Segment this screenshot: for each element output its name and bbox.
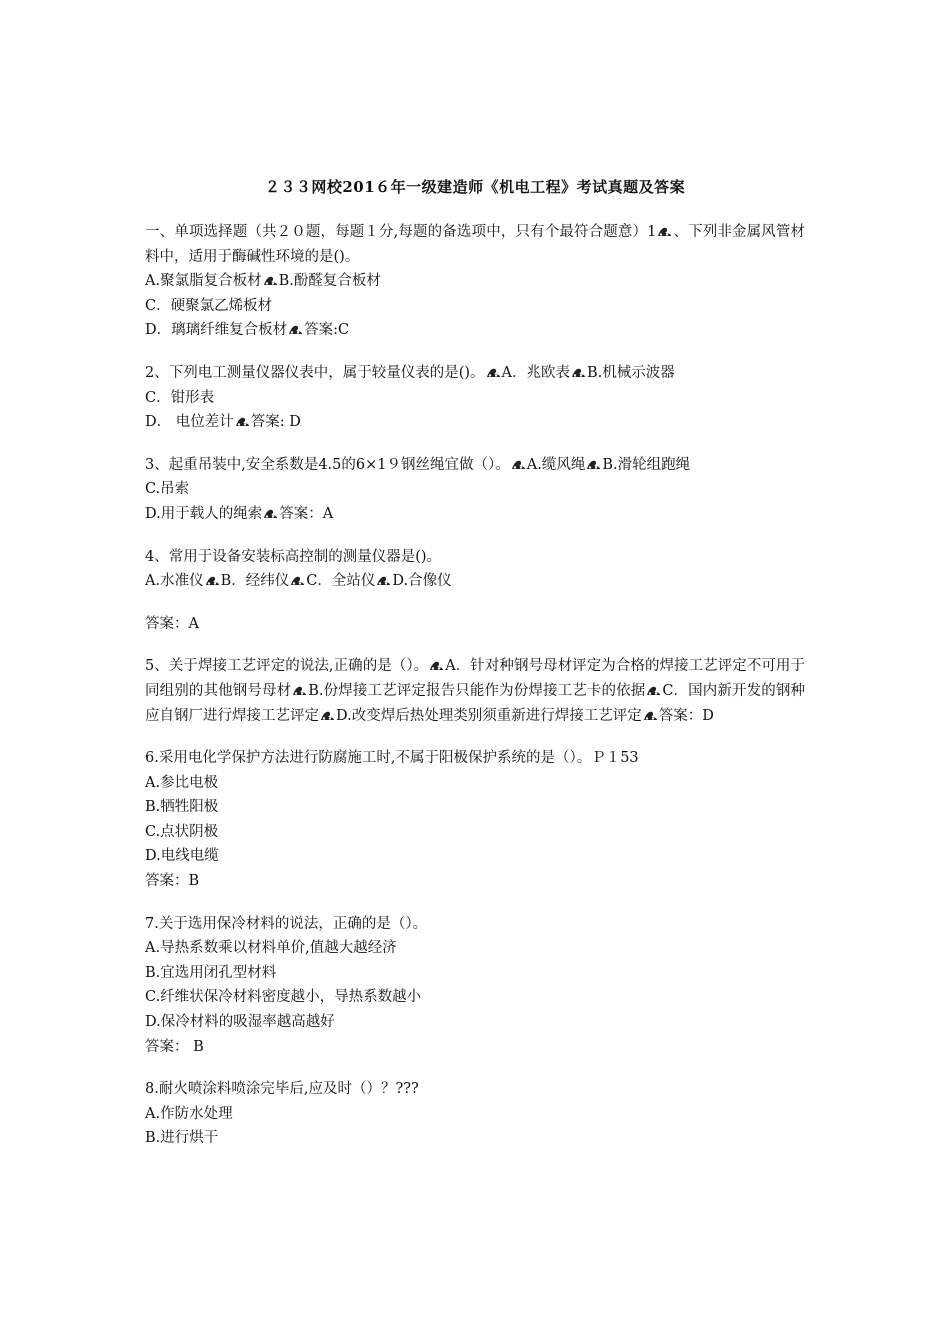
answer: 答案： B [145,1038,204,1055]
question-7-stem: 7.关于选用保冷材料的说法，正确的是（）。 [145,915,428,932]
symbol-mark-icon [657,226,672,237]
symbol-mark-icon [263,275,278,286]
option-a: A．兆欧表 [501,364,571,381]
question-4-options [145,569,805,594]
option-b: B.牺牲阳极 [145,799,219,816]
question-4-answer [145,612,805,637]
option-c: C．硬聚氯乙烯板材 [145,297,273,314]
question-2 [145,361,805,435]
question-3-option-d-answer [145,502,805,527]
option-c: C．全站仪 [306,573,376,590]
option-b: B.机械示波器 [587,364,675,381]
symbol-mark-icon [235,416,250,427]
symbol-mark-icon [429,660,444,671]
option-c: C.吊索 [145,481,190,498]
question-5-text: 5、关于焊接工艺评定的说法,正确的是（）。 [145,658,429,675]
question-3 [145,453,805,527]
question-2-stem [145,361,805,386]
question-2-text: 2、下列电工测量仪器仪表中，属于较量仪表的是()。 [145,364,485,381]
question-1-options-ab [145,269,805,294]
option-a: A.聚氯脂复合板材 [145,273,262,290]
question-1-option-d-answer [145,318,805,343]
symbol-mark-icon [486,367,501,378]
answer: 答案：A [145,615,199,632]
question-4 [145,545,805,594]
option-d: D． 电位差计 [145,414,234,431]
question-3-stem [145,453,805,478]
option-a: A.参比电极 [145,774,219,791]
page-title: ２３３网校201６年一级建造师《机电工程》考试真题及答案 [264,178,686,196]
document-body [145,220,805,1169]
question-8-stem: 8.耐火喷涂料喷涂完毕后,应及时（）？??? [145,1081,419,1098]
answer: 答案：A [279,505,334,522]
question-5-body [145,654,805,728]
option-d: D.保冷材料的吸湿率越高越好 [145,1014,335,1031]
option-b: B．经纬仪 [220,573,290,590]
symbol-mark-icon [288,324,303,335]
option-d: D.合像仪 [392,573,452,590]
symbol-mark-icon [205,575,220,586]
option-b: B.份焊接工艺评定报告只能作为份焊接工艺卡的依据 [308,682,646,699]
symbol-mark-icon [511,459,526,470]
symbol-mark-icon [643,710,658,721]
question-1-stem [145,220,805,269]
question-4-stem: 4、常用于设备安装标高控制的测量仪器是()。 [145,548,442,565]
option-b: B.滑轮组跑绳 [602,456,691,473]
question-6-stem: 6.采用电化学保护方法进行防腐施工时,不属于阳极保护系统的是（）。Ｐ１53 [145,750,639,767]
option-d: D.用于载人的绳索 [145,505,263,522]
section-intro: 一、单项选择题（共２０题，每题１分,每题的备选项中，只有个最符合题意）1 [145,224,657,240]
symbol-mark-icon [290,575,305,586]
symbol-mark-icon [646,685,661,696]
symbol-mark-icon [263,508,278,519]
option-b: B.进行烘干 [145,1130,219,1147]
question-1-text: 、下列非金属风管材料中，适用于酶碱性环境的是()。 [145,224,806,265]
symbol-mark-icon [320,710,335,721]
option-b: B.宜选用闭孔型材料 [145,964,277,981]
option-a: A.水准仪 [145,573,204,590]
answer: 答案: D [250,414,301,431]
option-c: C．钳形表 [145,389,215,406]
option-c: C．国内新开发的钢种应自钢厂进行焊接工艺评定 [145,682,806,724]
symbol-mark-icon [586,459,601,470]
answer: 答案：D [658,707,714,724]
option-a: A．针对种钢号母材评定为合格的焊接工艺评定不可用于同组别的其他钢号母材 [145,658,805,699]
question-3-text: 3、起重吊装中,安全系数是4.5的6×1９钢丝绳宜做（）。 [145,456,510,473]
option-c: C.纤维状保冷材料密度越小，导热系数越小 [145,989,422,1006]
question-2-option-d-answer [145,410,805,435]
symbol-mark-icon [292,685,307,696]
option-d: D．璃璃纤维复合板材 [145,322,288,339]
symbol-mark-icon [571,367,586,378]
question-8 [145,1077,805,1151]
symbol-mark-icon [376,575,391,586]
question-7 [145,912,805,1060]
question-6 [145,746,805,894]
option-c: C.点状阴极 [145,823,219,840]
question-5 [145,654,805,728]
option-a: A.作防水处理 [145,1105,233,1122]
question-1 [145,220,805,343]
option-a: A.缆风绳 [526,456,586,473]
answer: 答案:C [304,322,350,339]
option-d: D.电线电缆 [145,848,219,865]
option-b: B.酚醛复合板材 [278,273,381,290]
answer: 答案：B [145,873,200,890]
option-d: D.改变焊后热处理类别须重新进行焊接工艺评定 [336,707,642,724]
option-a: A.导热系数乘以材料单价,值越大越经济 [145,940,397,957]
